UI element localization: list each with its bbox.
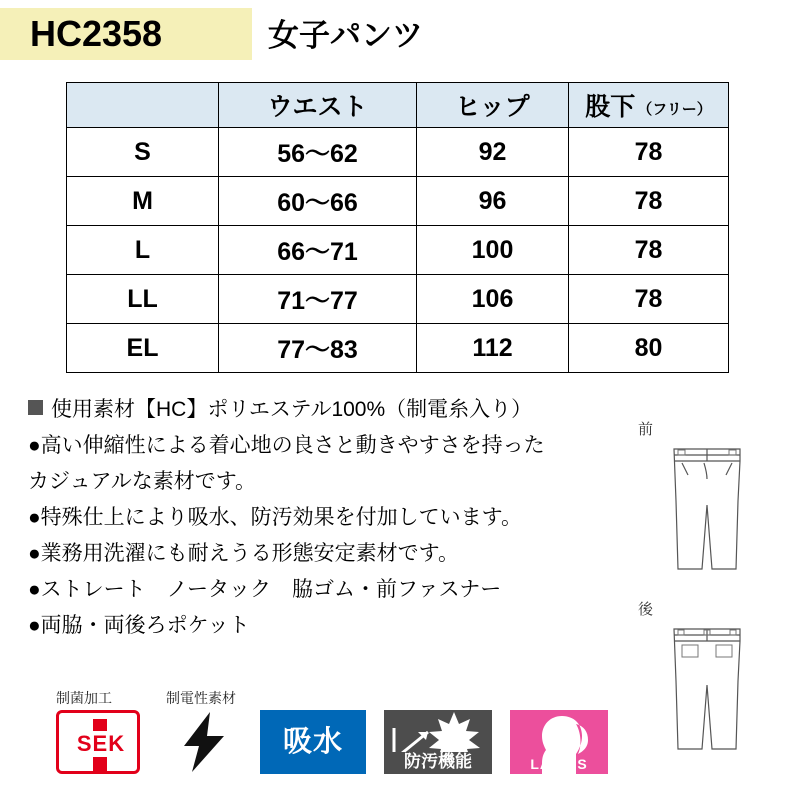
cell-inseam: 78 [569, 128, 729, 177]
back-view-label: 後 [638, 601, 654, 618]
table-row [67, 226, 729, 275]
cell-hip: 106 [417, 275, 569, 324]
badge-water-text: 吸水 [260, 710, 366, 774]
column-header-waist: ウエスト [219, 83, 417, 128]
cell-inseam: 80 [569, 324, 729, 373]
description-line: ●両脇・両後ろポケット [28, 614, 250, 637]
badge-sek [56, 690, 140, 774]
cell-hip: 96 [417, 177, 569, 226]
badge-water-absorption [260, 710, 366, 774]
back-view-block [632, 598, 782, 756]
table-row [67, 128, 729, 177]
description-block [28, 392, 708, 644]
cell-waist: 56〜62 [219, 128, 417, 177]
badge-stain-text: 防汚機能 [384, 752, 492, 772]
cell-size: L [67, 226, 219, 275]
column-header-inseam-note: （フリー） [637, 100, 712, 118]
table-row [67, 177, 729, 226]
pants-back-illustration-icon [652, 621, 762, 756]
badge-ladies [510, 710, 608, 774]
stain-resistant-icon [384, 710, 492, 774]
product-code: HC2358 [30, 13, 163, 54]
square-bullet-icon [28, 400, 43, 415]
cell-size: EL [67, 324, 219, 373]
column-header-inseam-text: 股下 [585, 93, 636, 121]
pants-front-illustration-icon [652, 441, 762, 576]
cell-size: S [67, 128, 219, 177]
page-header [0, 0, 800, 66]
material-line [28, 392, 708, 428]
badge-stain-resistant [384, 710, 492, 774]
description-line: カジュアルな素材です。 [28, 470, 257, 493]
illustration-panel [632, 418, 782, 756]
column-header-size [67, 83, 219, 128]
cell-hip: 100 [417, 226, 569, 275]
cell-waist: 71〜77 [219, 275, 417, 324]
description-line: ●特殊仕上により吸水、防汚効果を付加しています。 [28, 506, 523, 529]
description-line: ●業務用洗濯にも耐えうる形態安定素材です。 [28, 542, 460, 565]
front-view-label: 前 [638, 421, 654, 438]
table-header-row [67, 83, 729, 128]
cell-hip: 112 [417, 324, 569, 373]
cell-inseam: 78 [569, 226, 729, 275]
badge-antistatic [166, 690, 244, 774]
front-view-block [632, 418, 782, 576]
cell-waist: 77〜83 [219, 324, 417, 373]
material-text: 使用素材【HC】ポリエステル100%（制電糸入り） [51, 398, 533, 421]
cell-size: M [67, 177, 219, 226]
badge-antistatic-caption: 制電性素材 [166, 690, 236, 706]
cell-hip: 92 [417, 128, 569, 177]
cell-inseam: 78 [569, 177, 729, 226]
cell-inseam: 78 [569, 275, 729, 324]
sek-mark-icon [56, 710, 140, 774]
lightning-bolt-icon [166, 710, 244, 774]
cell-size: LL [67, 275, 219, 324]
size-table [66, 82, 729, 373]
column-header-inseam [569, 83, 729, 128]
badge-row [28, 684, 588, 774]
ladies-silhouette-icon [510, 710, 608, 774]
table-row [67, 275, 729, 324]
badge-ladies-text: LADIES [530, 756, 588, 772]
size-table-container [66, 82, 728, 373]
sek-text: SEK [59, 731, 140, 757]
column-header-hip: ヒップ [417, 83, 569, 128]
cell-waist: 66〜71 [219, 226, 417, 275]
table-row [67, 324, 729, 373]
badge-sek-caption: 制菌加工 [56, 690, 112, 706]
cell-waist: 60〜66 [219, 177, 417, 226]
product-name: 女子パンツ [268, 18, 423, 53]
description-line: ●高い伸縮性による着心地の良さと動きやすさを持った [28, 434, 545, 457]
description-line: ●ストレート ノータック 脇ゴム・前ファスナー [28, 578, 502, 601]
